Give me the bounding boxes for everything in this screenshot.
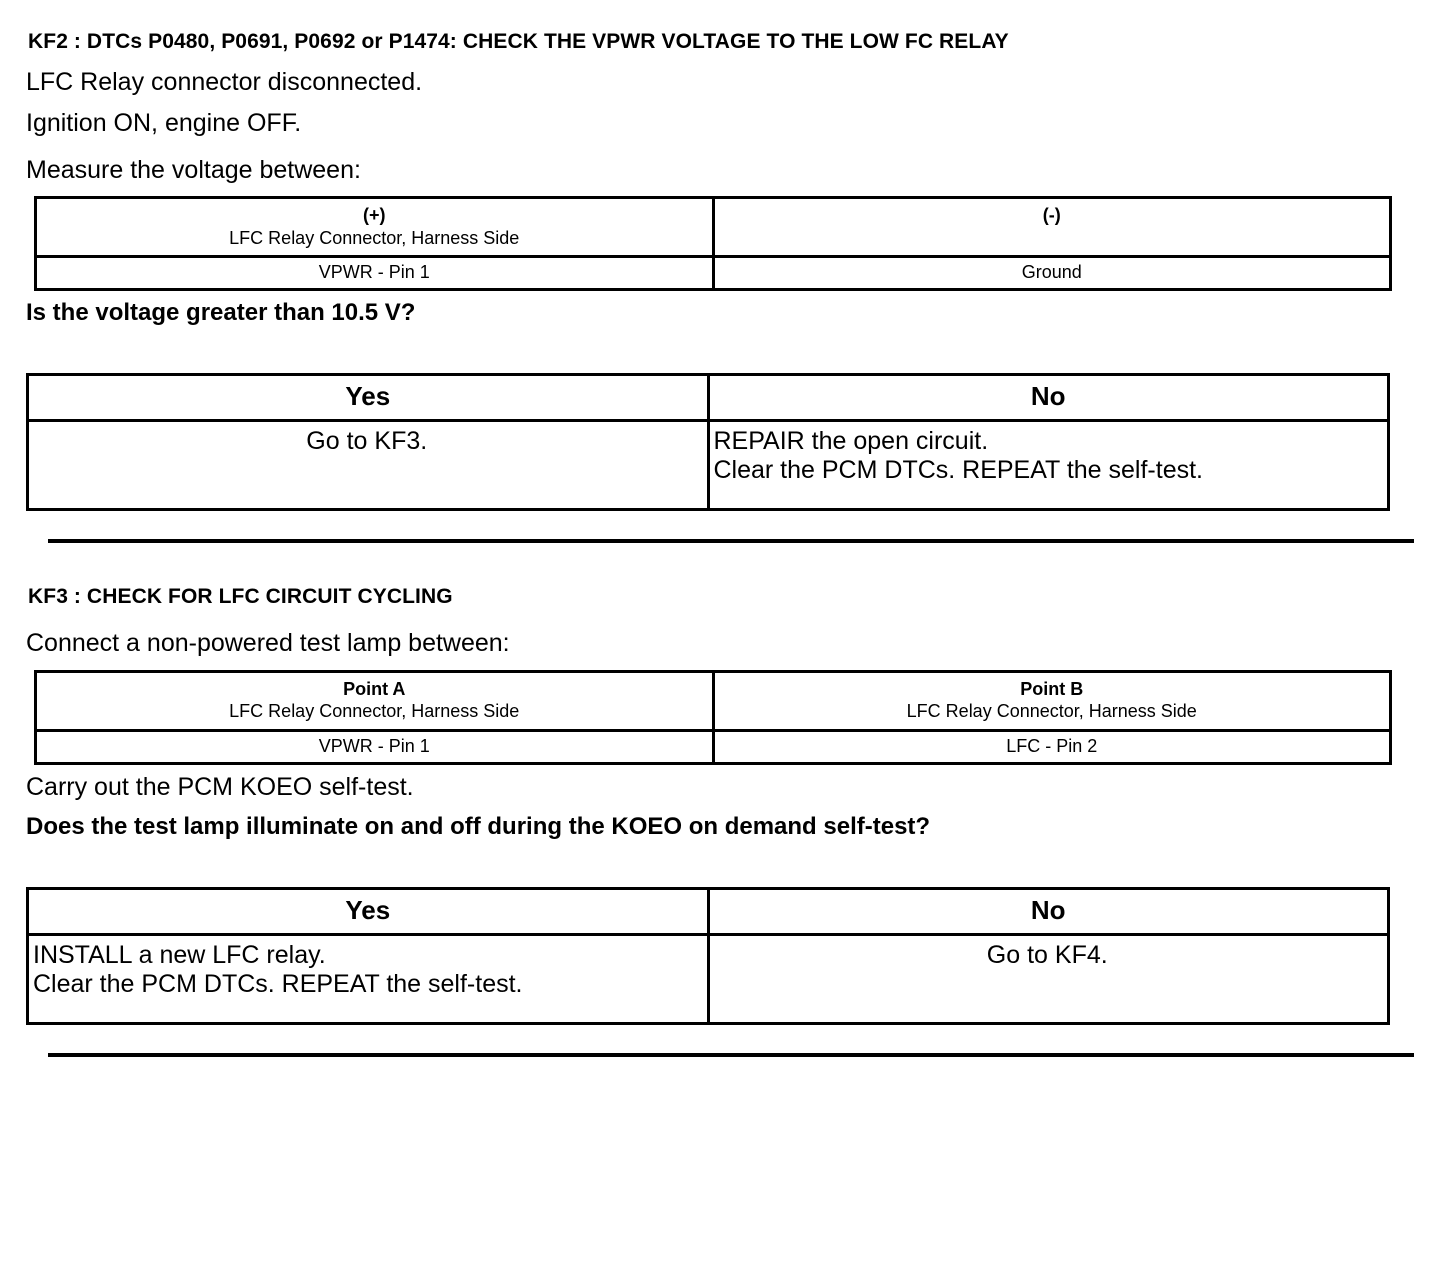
section-divider <box>48 539 1414 543</box>
table-row <box>36 671 1391 730</box>
action-line: Go to KF4. <box>986 940 1108 969</box>
no-action-cell <box>708 934 1389 1023</box>
spacer <box>26 339 1426 373</box>
no-action-cell <box>708 420 1389 509</box>
table-row <box>36 730 1391 763</box>
table-row <box>28 420 1389 509</box>
no-label: No <box>1030 380 1066 411</box>
measurement-value-positive <box>36 257 714 290</box>
header-primary: (+) <box>363 205 386 226</box>
yes-label: Yes <box>345 380 391 411</box>
yes-action-cell <box>28 934 709 1023</box>
no-header-cell <box>708 888 1389 934</box>
decision-table-kf3 <box>26 887 1390 1025</box>
instruction-line: LFC Relay connector disconnected. <box>26 68 423 96</box>
header-primary: Point A <box>343 678 406 699</box>
table-row <box>36 257 1391 290</box>
table-row <box>28 934 1389 1023</box>
yes-header-cell <box>28 374 709 420</box>
measurement-header-point-b <box>713 671 1391 730</box>
header-secondary: LFC Relay Connector, Harness Side <box>906 701 1197 722</box>
header-secondary: LFC Relay Connector, Harness Side <box>229 227 520 248</box>
header-primary: Point B <box>1020 678 1084 699</box>
action-line: Clear the PCM DTCs. REPEAT the self-test. <box>33 969 523 998</box>
measurement-value-negative <box>713 257 1391 290</box>
cell-text: LFC - Pin 2 <box>1006 735 1098 756</box>
measurement-header-negative <box>713 198 1391 257</box>
instruction-line: Measure the voltage between: <box>26 155 361 184</box>
no-header-cell <box>708 374 1389 420</box>
header-secondary: LFC Relay Connector, Harness Side <box>229 701 520 722</box>
action-line: Go to KF3. <box>306 426 428 455</box>
measurement-value-point-a <box>36 730 714 763</box>
yes-label: Yes <box>345 894 391 925</box>
header-primary: (-) <box>1042 205 1061 226</box>
question-kf2: Is the voltage greater than 10.5 V? <box>26 299 416 327</box>
table-row <box>28 888 1389 934</box>
measurement-table-kf3 <box>34 670 1392 765</box>
action-line: Clear the PCM DTCs. REPEAT the self-test. <box>713 455 1203 484</box>
measurement-value-point-b <box>713 730 1391 763</box>
header-secondary <box>719 227 1386 250</box>
instruction-line: Ignition ON, engine OFF. <box>26 108 302 137</box>
yes-header-cell <box>28 888 709 934</box>
step-title-kf2: KF2 : DTCs P0480, P0691, P0692 or P1474: CHECK THE VPWR VOLTAGE TO THE LOW FC RELAY <box>28 30 1009 53</box>
action-line: REPAIR the open circuit. <box>713 426 989 455</box>
question-kf3: Does the test lamp illuminate on and off during the KOEO on demand self-test? <box>26 813 931 841</box>
cell-text: VPWR - Pin 1 <box>318 262 430 283</box>
step-title-kf3: KF3 : CHECK FOR LFC CIRCUIT CYCLING <box>28 584 453 608</box>
measurement-header-positive <box>36 198 714 257</box>
action-line: INSTALL a new LFC relay. <box>33 940 326 969</box>
table-row <box>36 198 1391 257</box>
no-label: No <box>1030 894 1066 925</box>
cell-text: VPWR - Pin 1 <box>318 735 430 756</box>
measurement-table-kf2 <box>34 196 1392 291</box>
instruction-line: Connect a non-powered test lamp between: <box>26 628 510 657</box>
yes-action-cell <box>28 420 709 509</box>
section-divider <box>48 1053 1414 1057</box>
spacer <box>26 853 1426 887</box>
cell-text: Ground <box>1021 262 1082 283</box>
table-row <box>28 374 1389 420</box>
section-kf3 <box>26 585 1426 1057</box>
measurement-header-point-a <box>36 671 714 730</box>
section-kf2 <box>26 30 1426 543</box>
decision-table-kf2 <box>26 373 1390 511</box>
instruction-line: Carry out the PCM KOEO self-test. <box>26 772 414 801</box>
